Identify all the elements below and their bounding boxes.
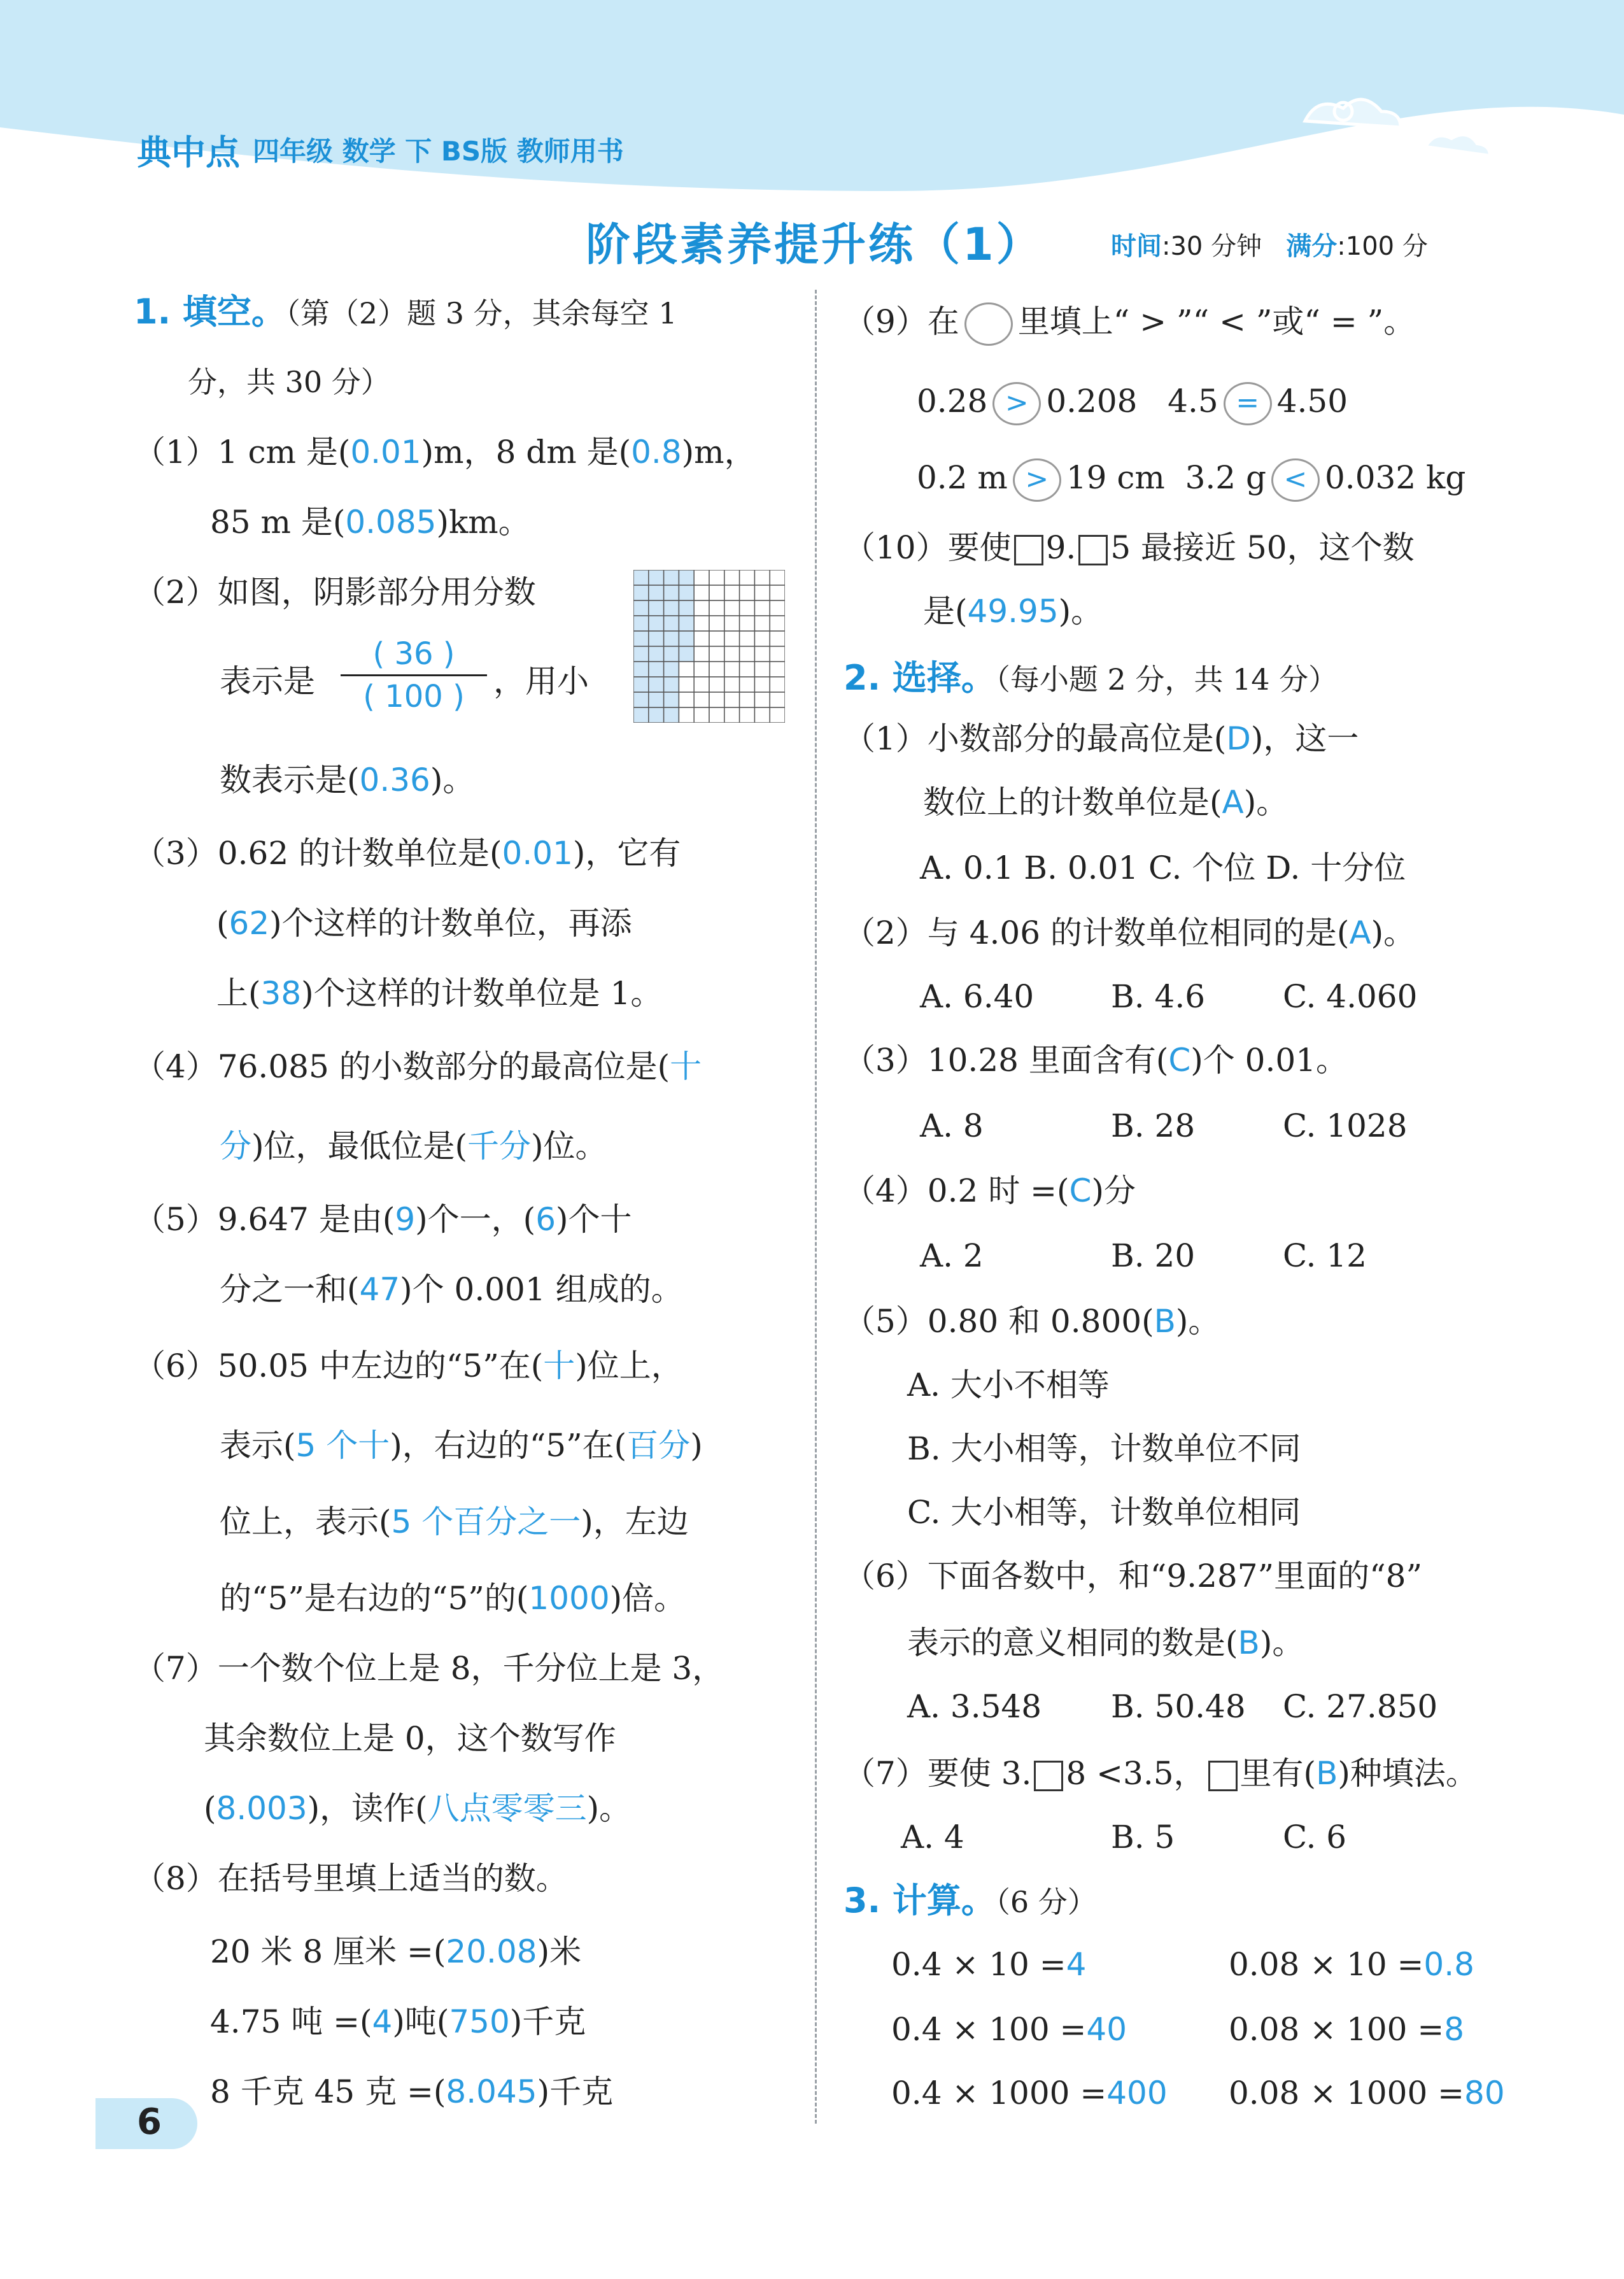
c2-line1: （2）与 4.06 的计数单位相同的是(A)。 [844, 914, 1416, 951]
q5-line1: （5）9.647 是由(9)个一，(6)个十 [134, 1201, 632, 1238]
q6-line3: 位上，表示(5 个百分之一)，左边 [220, 1503, 689, 1540]
grid-cell [649, 707, 664, 723]
q8-conv-3: 8 千克 45 克 =(8.045)千克 [210, 2073, 614, 2110]
grid-cell [724, 600, 740, 616]
grid-cell [664, 662, 679, 677]
q3-line3: 上(38)个这样的计数单位是 1。 [216, 975, 663, 1012]
grid-cell [754, 585, 770, 600]
grid-cell [770, 570, 785, 585]
grid-cell [694, 616, 709, 631]
grid-cell [649, 631, 664, 646]
grid-cell [770, 646, 785, 662]
grid-cell [679, 646, 694, 662]
grid-cell [724, 631, 740, 646]
grid-cell [740, 600, 755, 616]
q7-line2: 其余数位上是 0，这个数写作 [204, 1720, 616, 1757]
grid-cell [709, 585, 724, 600]
q6-line2: 表示(5 个十)，右边的“5”在(百分) [220, 1427, 703, 1464]
grid-cell [724, 707, 740, 723]
q2-line3: 数表示是(0.36)。 [220, 762, 475, 799]
compare-circle-icon [964, 302, 1013, 346]
grid-cell [649, 585, 664, 600]
c4-option-b: B. 20 [1111, 1237, 1196, 1274]
c7-line1: （7）要使 3. 8 <3.5， 里有(B)种填法。 [844, 1755, 1478, 1792]
grid-cell [694, 662, 709, 677]
grid-cell [679, 707, 694, 723]
c4-option-a: A. 2 [920, 1237, 984, 1274]
q2-label: 表示是 [220, 663, 315, 700]
c7-option-a: A. 4 [901, 1819, 964, 1856]
grid-cell [694, 646, 709, 662]
hundred-grid-figure [633, 570, 785, 723]
grid-cell [754, 646, 770, 662]
grid-cell [633, 707, 649, 723]
grid-cell [633, 646, 649, 662]
q6-line1: （6）50.05 中左边的“5”在(十)位上， [134, 1347, 683, 1384]
grid-cell [754, 692, 770, 707]
c4-option-c: C. 12 [1283, 1237, 1367, 1274]
grid-cell [664, 677, 679, 692]
c1-line1: （1）小数部分的最高位是(D)，这一 [844, 720, 1359, 757]
c4-line1: （4）0.2 时 =(C)分 [844, 1172, 1136, 1209]
c2-option-c: C. 4.060 [1283, 978, 1418, 1015]
small-cloud-icon [1426, 135, 1490, 155]
grid-cell [649, 646, 664, 662]
c1-options: A. 0.1 B. 0.01 C. 个位 D. 十分位 [920, 849, 1406, 886]
grid-cell [679, 662, 694, 677]
grid-cell [633, 662, 649, 677]
section-1-note: 分，共 30 分） [188, 365, 390, 399]
calc-row-3-right: 0.08 × 1000 =80 [1229, 2075, 1505, 2112]
grid-cell [694, 677, 709, 692]
grid-cell [664, 600, 679, 616]
grid-cell [694, 631, 709, 646]
grid-cell [649, 616, 664, 631]
calc-row-2-right: 0.08 × 100 =8 [1229, 2011, 1465, 2048]
c3-option-b: B. 28 [1111, 1107, 1196, 1144]
c5-option-c: C. 大小相等，计数单位相同 [907, 1494, 1301, 1531]
c5-option-b: B. 大小相等，计数单位不同 [907, 1430, 1301, 1467]
grid-cell [754, 677, 770, 692]
grid-cell [649, 570, 664, 585]
grid-cell [679, 692, 694, 707]
q3-line2: (62)个这样的计数单位，再添 [216, 905, 632, 942]
grid-cell [724, 585, 740, 600]
c1-line2: 数位上的计数单位是(A)。 [923, 784, 1289, 821]
c5-line1: （5）0.80 和 0.800(B)。 [844, 1303, 1220, 1340]
c6-option-a: A. 3.548 [907, 1688, 1042, 1725]
c6-line1: （6）下面各数中，和“9.287”里面的“8” [844, 1558, 1423, 1594]
grid-cell [770, 662, 785, 677]
grid-cell [664, 646, 679, 662]
grid-cell [740, 692, 755, 707]
grid-cell [694, 585, 709, 600]
grid-cell [679, 677, 694, 692]
c7-option-c: C. 6 [1283, 1819, 1347, 1856]
grid-cell [694, 692, 709, 707]
q1-line2: 85 m 是(0.085)km。 [210, 504, 530, 541]
book-info: 四年级 数学 下 BS版 教师用书 [253, 136, 624, 167]
grid-cell [740, 616, 755, 631]
c6-line2: 表示的意义相同的数是(B)。 [907, 1624, 1304, 1661]
q8-line1: （8）在括号里填上适当的数。 [134, 1860, 568, 1897]
grid-cell [770, 585, 785, 600]
grid-cell [664, 707, 679, 723]
grid-cell [664, 616, 679, 631]
grid-cell [709, 616, 724, 631]
grid-cell [770, 692, 785, 707]
grid-cell [709, 570, 724, 585]
grid-cell [633, 677, 649, 692]
grid-cell [679, 631, 694, 646]
grid-cell [649, 692, 664, 707]
grid-cell [754, 662, 770, 677]
q7-line1: （7）一个数个位上是 8，千分位上是 3， [134, 1650, 724, 1687]
page-title: 阶段素养提升练（1） [586, 218, 1043, 271]
grid-cell [633, 692, 649, 707]
blank-box-icon [1014, 535, 1043, 565]
grid-cell [664, 631, 679, 646]
grid-cell [649, 662, 664, 677]
section-1-heading: 1. 填空。（第（2）题 3 分，其余每空 1 [134, 292, 677, 332]
page-number: 6 [137, 2101, 162, 2143]
q8-conv-1: 20 米 8 厘米 =(20.08)米 [210, 1933, 582, 1970]
q9-line1: （9）在 里填上“ > ”“ < ”或“ = ”。 [844, 299, 1415, 346]
c3-option-c: C. 1028 [1283, 1107, 1408, 1144]
header-banner [0, 0, 1624, 217]
q9-row2: 0.2 m > 19 cm 3.2 g < 0.032 kg [917, 455, 1465, 502]
q8-conv-2: 4.75 吨 =(4)吨(750)千克 [210, 2003, 586, 2040]
q10-line2: 是(49.95)。 [923, 593, 1103, 630]
grid-cell [664, 570, 679, 585]
calc-row-1-right: 0.08 × 10 =0.8 [1229, 1946, 1474, 1983]
grid-cell [633, 570, 649, 585]
grid-cell [709, 707, 724, 723]
c6-option-b: B. 50.48 [1111, 1688, 1246, 1725]
grid-cell [709, 662, 724, 677]
publisher-logo: 典中点 [137, 132, 240, 173]
grid-cell [633, 616, 649, 631]
c3-line1: （3）10.28 里面含有(C)个 0.01。 [844, 1042, 1348, 1079]
grid-cell [740, 570, 755, 585]
grid-cell [770, 616, 785, 631]
grid-cell [633, 631, 649, 646]
grid-cell [709, 631, 724, 646]
c7-option-b: B. 5 [1111, 1819, 1175, 1856]
grid-cell [679, 616, 694, 631]
blank-box-icon [1078, 535, 1108, 565]
grid-cell [770, 600, 785, 616]
c2-option-b: B. 4.6 [1111, 978, 1206, 1015]
q4-line1: （4）76.085 的小数部分的最高位是(十 [134, 1048, 702, 1085]
grid-cell [770, 677, 785, 692]
grid-cell [740, 662, 755, 677]
grid-cell [709, 646, 724, 662]
grid-cell [679, 570, 694, 585]
grid-cell [740, 585, 755, 600]
c2-option-a: A. 6.40 [920, 978, 1034, 1015]
q2-tail: ，用小 [493, 663, 589, 700]
grid-cell [754, 570, 770, 585]
grid-cell [724, 646, 740, 662]
grid-cell [633, 600, 649, 616]
q5-line2: 分之一和(47)个 0.001 组成的。 [220, 1271, 683, 1308]
section-3-heading: 3. 计算。（6 分） [844, 1880, 1097, 1920]
q7-line3: (8.003)，读作(八点零零三)。 [204, 1790, 632, 1827]
grid-cell [740, 646, 755, 662]
grid-cell [649, 677, 664, 692]
blank-box-icon [1208, 1761, 1238, 1791]
q3-line1: （3）0.62 的计数单位是(0.01)，它有 [134, 835, 681, 872]
grid-cell [709, 692, 724, 707]
book-header [137, 127, 624, 172]
grid-cell [754, 631, 770, 646]
c3-option-a: A. 8 [920, 1107, 984, 1144]
c5-option-a: A. 大小不相等 [907, 1367, 1110, 1403]
blank-box-icon [1034, 1761, 1063, 1791]
q6-line4: 的“5”是右边的“5”的(1000)倍。 [220, 1580, 686, 1617]
grid-cell [724, 570, 740, 585]
grid-cell [664, 692, 679, 707]
grid-cell [724, 677, 740, 692]
section-2-heading: 2. 选择。（每小题 2 分，共 14 分） [844, 658, 1338, 698]
grid-cell [633, 585, 649, 600]
grid-cell [740, 707, 755, 723]
grid-cell [694, 600, 709, 616]
q9-row1: 0.28 > 0.208 4.5 = 4.50 [917, 379, 1348, 425]
column-divider [815, 290, 817, 2124]
grid-cell [740, 631, 755, 646]
grid-cell [740, 677, 755, 692]
q1-line1: （1）1 cm 是(0.01)m，8 dm 是(0.8)m， [134, 434, 756, 471]
grid-cell [694, 570, 709, 585]
grid-cell [754, 616, 770, 631]
q2-fraction: ( 36 ) ( 100 ) [341, 634, 487, 717]
calc-row-2-left: 0.4 × 100 =40 [891, 2011, 1127, 2048]
grid-cell [754, 707, 770, 723]
grid-cell [679, 585, 694, 600]
q2-line1: （2）如图，阴影部分用分数 [134, 574, 536, 611]
grid-cell [709, 677, 724, 692]
grid-cell [694, 707, 709, 723]
grid-cell [649, 600, 664, 616]
c6-option-c: C. 27.850 [1283, 1688, 1438, 1725]
grid-cell [709, 600, 724, 616]
grid-cell [664, 585, 679, 600]
grid-cell [770, 707, 785, 723]
grid-cell [679, 600, 694, 616]
grid-cell [724, 616, 740, 631]
calc-row-3-left: 0.4 × 1000 =400 [891, 2075, 1168, 2112]
grid-cell [724, 662, 740, 677]
time-score: 时间:30 分钟 满分:100 分 [1111, 232, 1428, 261]
q4-line2: 分)位，最低位是(千分)位。 [220, 1128, 607, 1165]
calc-row-1-left: 0.4 × 10 =4 [891, 1946, 1087, 1983]
grid-cell [770, 631, 785, 646]
grid-cell [754, 600, 770, 616]
q10-line1: （10）要使 9. 5 最接近 50，这个数 [844, 529, 1415, 566]
grid-cell [724, 692, 740, 707]
